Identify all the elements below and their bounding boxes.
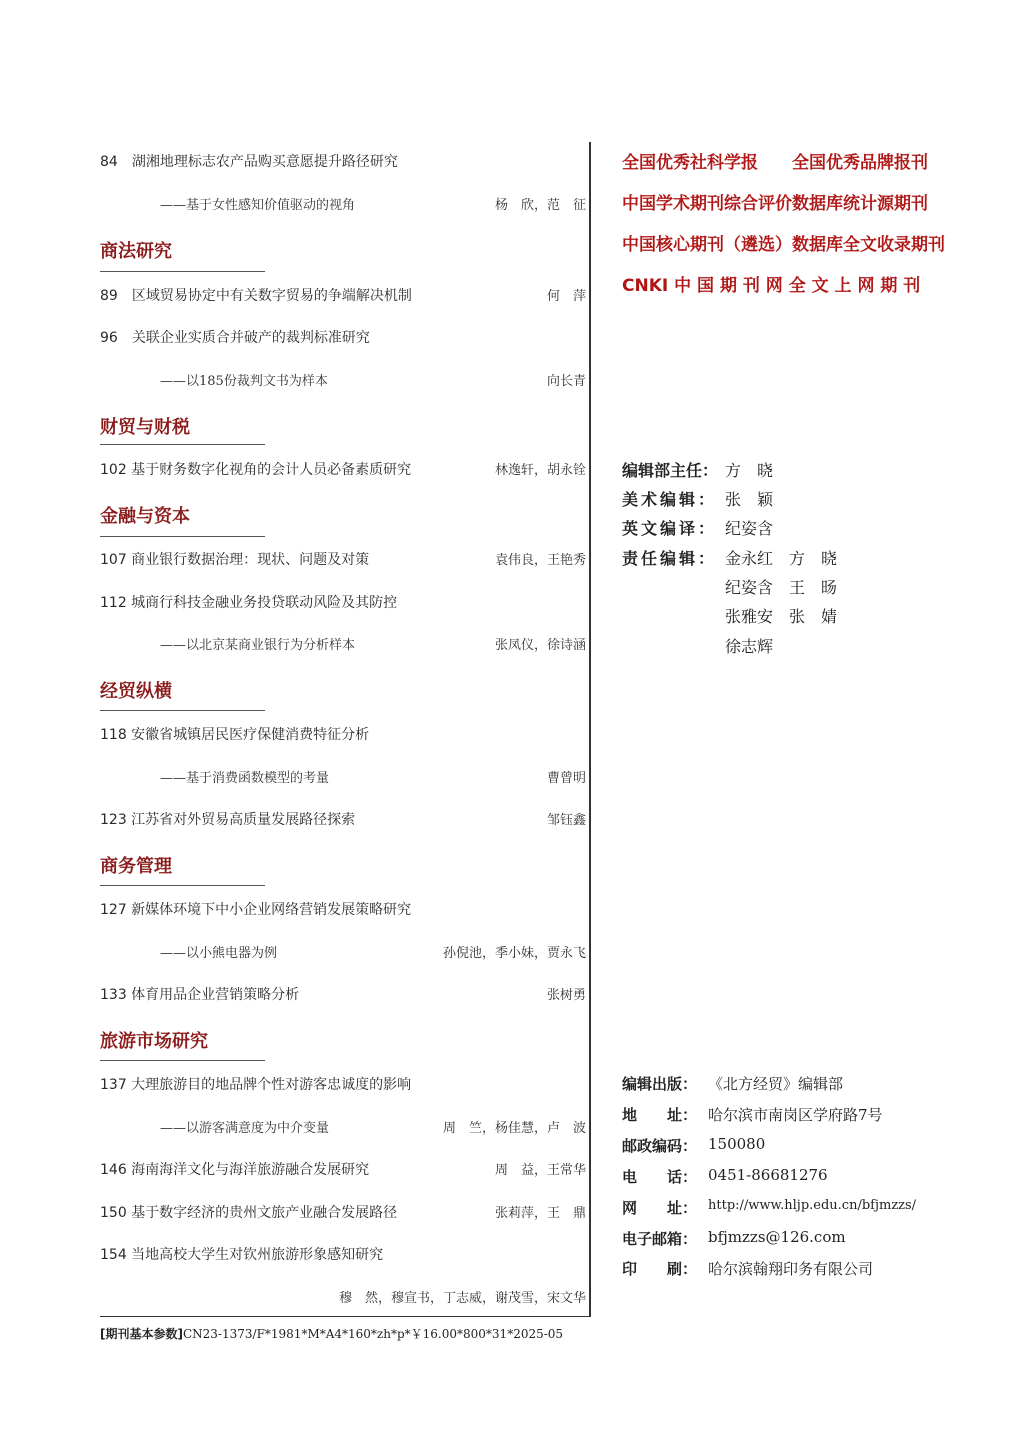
pub-value: 哈尔滨市南岗区学府路7号 <box>708 1106 883 1124</box>
staff-value: 纪姿含 <box>725 519 774 538</box>
article-subtitle: ——以185份裁判文书为样本 <box>160 374 328 389</box>
staff-label: 美术编辑： <box>622 490 718 509</box>
honor-line: 全国优秀社科学报 全国优秀品牌报刊 <box>622 153 928 173</box>
pub-value: 0451-86681276 <box>708 1166 828 1184</box>
article-title[interactable]: 137 大理旅游目的地品牌个性对游客忠诚度的影响 <box>100 1077 412 1093</box>
article-authors: 张凤仪，徐诗涵 <box>494 638 586 653</box>
section-heading: 商务管理 <box>100 856 172 877</box>
pub-label: 编辑出版： <box>622 1075 698 1093</box>
staff-value: 徐志辉 <box>725 637 774 656</box>
staff-value: 金永红 方 晓 <box>725 549 838 568</box>
article-title[interactable]: 123 江苏省对外贸易高质量发展路径探索 <box>100 812 356 828</box>
staff-value: 纪姿含 王 旸 <box>725 578 838 597</box>
email-link[interactable]: bfjmzzs@126.com <box>708 1228 846 1246</box>
pub-label: 地 址： <box>622 1106 698 1124</box>
article-title[interactable]: 107 商业银行数据治理：现状、问题及对策 <box>100 552 370 568</box>
section-underline <box>100 710 265 711</box>
staff-value: 张雅安 张 婧 <box>725 607 838 626</box>
pub-label: 印 刷： <box>622 1260 698 1278</box>
section-underline <box>100 444 265 445</box>
article-subtitle: ——以游客满意度为中介变量 <box>160 1121 330 1136</box>
article-title[interactable]: 84 湖湘地理标志农产品购买意愿提升路径研究 <box>100 154 398 170</box>
journal-parameters-label: [期刊基本参数] <box>100 1327 183 1341</box>
journal-parameters <box>100 1325 563 1342</box>
journal-parameters-value: CN23-1373/F*1981*M*A4*160*zh*p*￥16.00*800*31*2025-05 <box>182 1327 564 1341</box>
pub-label: 电 话： <box>622 1168 698 1186</box>
article-subtitle: ——基于消费函数模型的考量 <box>160 771 330 786</box>
article-title[interactable]: 112 城商行科技金融业务投贷联动风险及其防控 <box>100 595 398 611</box>
honor-line: CNKI 中 国 期 刊 网 全 文 上 网 期 刊 <box>622 276 921 296</box>
article-subtitle: ——以北京某商业银行为分析样本 <box>160 638 356 653</box>
section-underline <box>100 271 265 272</box>
honor-line: 中国学术期刊综合评价数据库统计源期刊 <box>622 194 928 214</box>
section-underline <box>100 536 265 537</box>
article-subtitle: ——基于女性感知价值驱动的视角 <box>160 198 356 213</box>
article-subtitle: ——以小熊电器为例 <box>160 946 278 961</box>
section-heading: 旅游市场研究 <box>100 1031 208 1052</box>
pub-label: 邮政编码： <box>622 1137 698 1155</box>
article-authors: 张树勇 <box>546 988 586 1003</box>
website-link[interactable]: http://www.hljp.edu.cn/bfjmzzs/ <box>708 1198 917 1213</box>
article-title[interactable]: 150 基于数字经济的贵州文旅产业融合发展路径 <box>100 1205 398 1221</box>
honor-line: 中国核心期刊（遴选）数据库全文收录期刊 <box>622 235 945 255</box>
section-heading: 经贸纵横 <box>100 681 172 702</box>
article-authors: 曹曾明 <box>546 771 586 786</box>
article-title[interactable]: 89 区域贸易协定中有关数字贸易的争端解决机制 <box>100 288 412 304</box>
staff-label: 英文编译： <box>622 519 718 538</box>
column-divider <box>589 142 591 1316</box>
article-title[interactable]: 102 基于财务数字化视角的会计人员必备素质研究 <box>100 462 412 478</box>
staff-label: 编辑部主任： <box>622 461 719 480</box>
article-title[interactable]: 133 体育用品企业营销策略分析 <box>100 987 300 1003</box>
article-authors: 袁伟良，王艳秀 <box>494 553 586 568</box>
article-authors: 孙倪池，季小妹，贾永飞 <box>442 946 586 961</box>
section-heading: 金融与资本 <box>100 506 190 527</box>
bottom-rule <box>100 1316 591 1317</box>
article-title[interactable]: 154 当地高校大学生对钦州旅游形象感知研究 <box>100 1247 384 1263</box>
article-title[interactable]: 118 安徽省城镇居民医疗保健消费特征分析 <box>100 727 370 743</box>
section-heading: 商法研究 <box>100 241 172 262</box>
article-authors: 向长青 <box>546 374 586 389</box>
article-authors: 林逸轩，胡永铨 <box>494 463 586 478</box>
section-heading: 财贸与财税 <box>100 417 190 438</box>
article-authors: 穆 然，穆宣书，丁志威，谢茂雪，宋文华 <box>338 1291 586 1306</box>
article-authors: 邹钰鑫 <box>546 813 586 828</box>
pub-value: 哈尔滨翰翔印务有限公司 <box>708 1260 874 1278</box>
staff-label: 责任编辑： <box>622 549 718 568</box>
article-title[interactable]: 96 关联企业实质合并破产的裁判标准研究 <box>100 330 370 346</box>
staff-value: 方 晓 <box>725 461 774 480</box>
section-underline <box>100 1060 265 1061</box>
article-authors: 何 萍 <box>546 289 586 304</box>
article-authors: 张莉萍，王 鼎 <box>494 1206 586 1221</box>
pub-value: 《北方经贸》编辑部 <box>708 1075 844 1093</box>
article-authors: 杨 欣，范 征 <box>494 198 586 213</box>
pub-label: 网 址： <box>622 1199 698 1217</box>
article-title[interactable]: 146 海南海洋文化与海洋旅游融合发展研究 <box>100 1162 370 1178</box>
pub-label: 电子邮箱： <box>622 1230 698 1248</box>
pub-value: 150080 <box>708 1135 766 1153</box>
staff-value: 张 颖 <box>725 490 774 509</box>
section-underline <box>100 885 265 886</box>
article-authors: 周 益，王常华 <box>494 1163 586 1178</box>
article-title[interactable]: 127 新媒体环境下中小企业网络营销发展策略研究 <box>100 902 412 918</box>
article-authors: 周 竺，杨佳慧，卢 波 <box>442 1121 586 1136</box>
